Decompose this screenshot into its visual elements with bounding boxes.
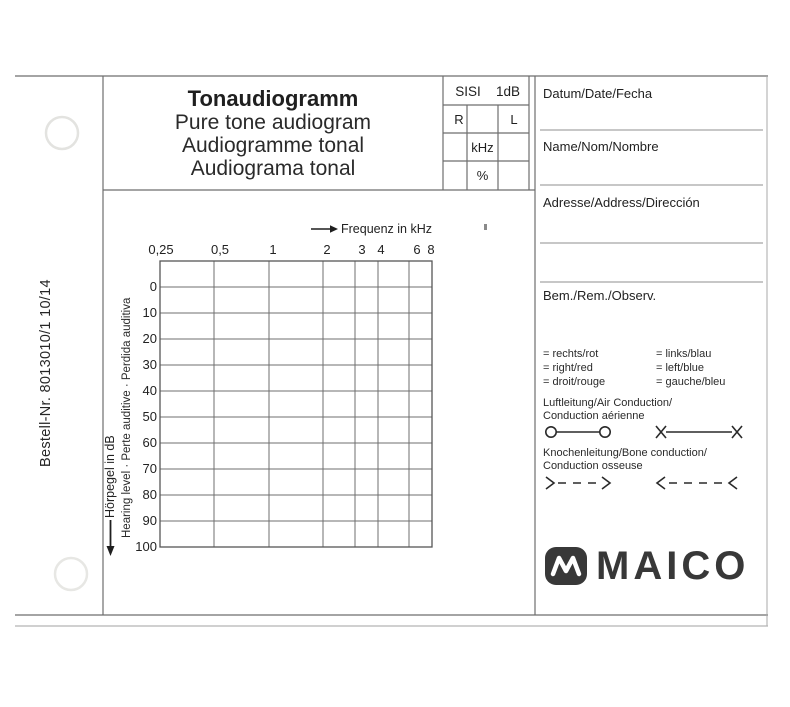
field-label-date: Datum/Date/Fecha	[543, 86, 653, 101]
x-tick-label: 8	[427, 242, 435, 257]
punch-hole-top	[46, 117, 78, 149]
air-conduction-label-1: Luftleitung/Air Conduction/	[543, 397, 673, 409]
legend-right-ear-en: = right/red	[543, 362, 593, 374]
legend-left-ear-en: = left/blue	[656, 362, 705, 374]
right-arrow-icon	[311, 225, 338, 233]
legend-left-ear-fr: = gauche/bleu	[656, 376, 726, 388]
form-title-en: Pure tone audiogram	[174, 111, 372, 134]
x-tick-label: 1	[269, 242, 277, 257]
y-tick-label: 10	[142, 305, 157, 320]
air-conduction-left-symbol	[653, 424, 745, 440]
y-tick-label: 60	[142, 435, 157, 450]
y-tick-label: 30	[142, 357, 157, 372]
x-tick-label: 6	[413, 242, 421, 257]
legend-left-ear-de: = links/blau	[656, 348, 712, 360]
y-tick-label: 50	[142, 409, 157, 424]
form-title-es: Audiograma tonal	[190, 157, 356, 180]
order-number: Bestell-Nr. 8013010/1 10/14	[38, 279, 54, 467]
maico-logo-mark	[544, 545, 588, 587]
y-tick-label: 20	[142, 331, 157, 346]
sisi-unit: 1dB	[495, 84, 521, 99]
air-conduction-right-symbol	[543, 424, 613, 440]
sisi-khz-label: kHz	[471, 140, 494, 155]
y-axis-label-secondary: Hearing level · Perte auditive · Perdida auditiva	[121, 297, 133, 538]
field-label-remarks: Bem./Rem./Observ.	[543, 288, 657, 303]
bone-conduction-label-2: Conduction osseuse	[543, 460, 643, 472]
brand-wordmark: MAICO	[596, 544, 750, 588]
air-conduction-label-2: Conduction aérienne	[543, 410, 645, 422]
bone-conduction-right-symbol	[543, 475, 613, 491]
x-axis-label: Frequenz in kHz	[341, 222, 433, 236]
bone-conduction-left-symbol	[653, 475, 741, 491]
y-tick-label: 80	[142, 487, 157, 502]
audiogram-grid	[160, 261, 432, 547]
sisi-left-label: L	[510, 112, 518, 127]
x-tick-label: 0,25	[148, 242, 174, 257]
legend-right-ear-de: = rechts/rot	[543, 348, 599, 360]
y-tick-label: 0	[149, 279, 157, 294]
form-title-fr: Audiogramme tonal	[181, 134, 365, 157]
scan-speck	[484, 224, 487, 230]
x-tick-label: 2	[323, 242, 331, 257]
title-block	[103, 87, 443, 180]
y-axis-label: Hörpegel in dB	[103, 435, 117, 518]
y-tick-label: 40	[142, 383, 157, 398]
x-tick-label: 0,5	[210, 242, 230, 257]
sisi-right-label: R	[454, 112, 464, 127]
form-title-de: Tonaudiogramm	[187, 86, 359, 111]
y-tick-label: 100	[135, 539, 157, 554]
y-tick-label: 70	[142, 461, 157, 476]
bone-conduction-label-1: Knochenleitung/Bone conduction/	[543, 447, 707, 459]
y-tick-label: 90	[142, 513, 157, 528]
down-arrow-icon	[107, 520, 115, 556]
legend-right-ear-fr: = droit/rouge	[543, 376, 606, 388]
punch-hole-bottom	[55, 558, 87, 590]
sisi-title: SISI	[455, 84, 481, 99]
x-tick-label: 4	[377, 242, 385, 257]
field-label-address: Adresse/Address/Dirección	[543, 195, 700, 210]
sisi-percent-label: %	[476, 168, 489, 183]
x-tick-label: 3	[358, 242, 366, 257]
field-label-name: Name/Nom/Nombre	[543, 139, 659, 154]
